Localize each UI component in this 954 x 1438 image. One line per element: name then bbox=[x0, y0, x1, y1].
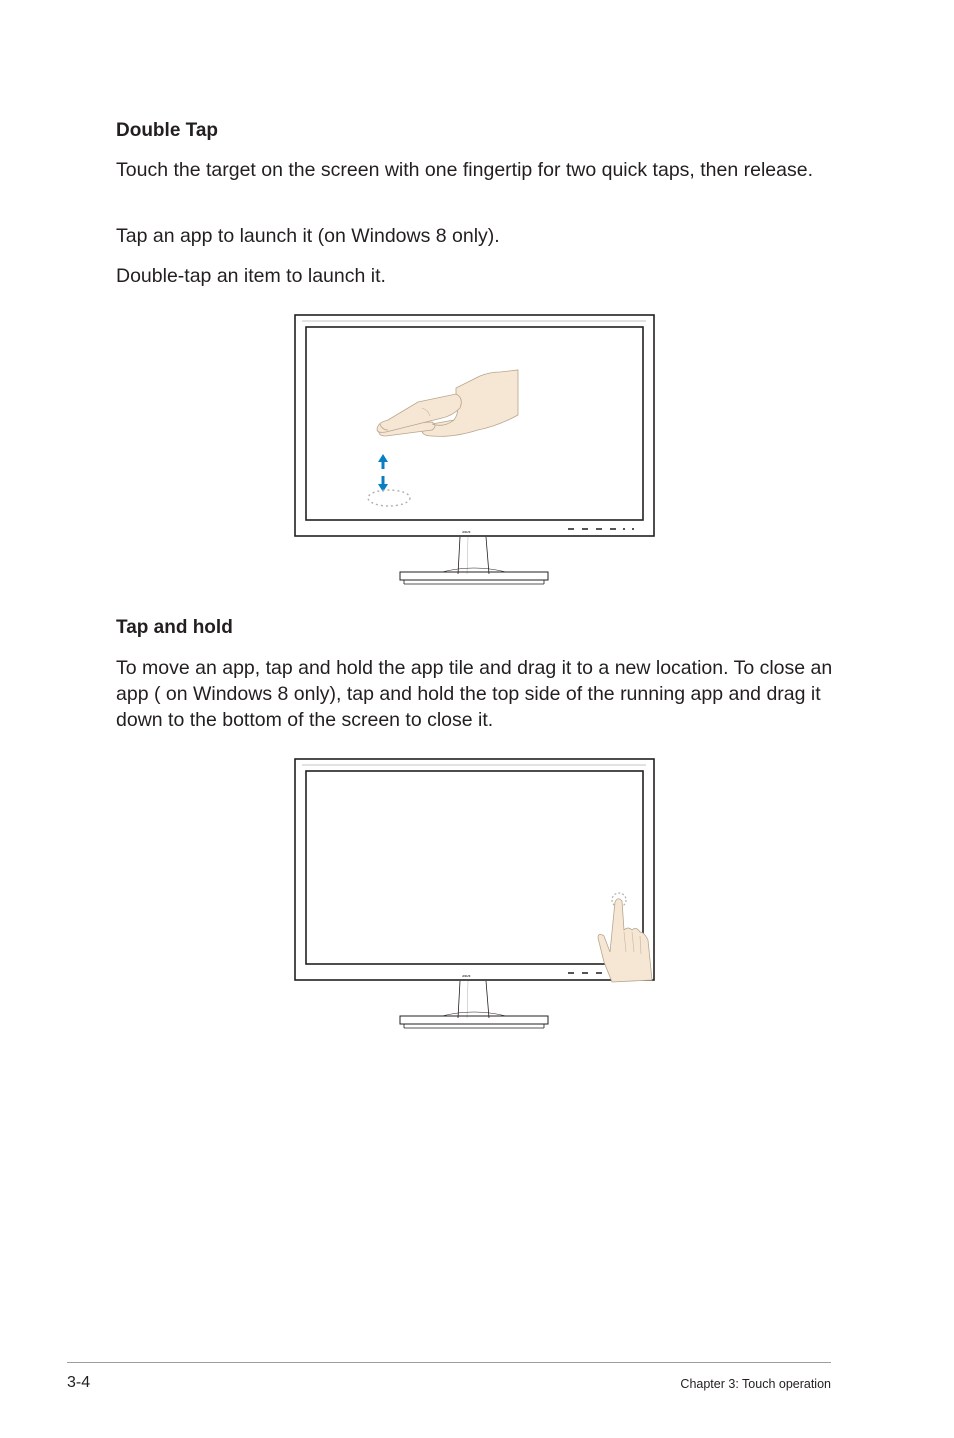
double-tap-illustration bbox=[292, 312, 658, 592]
pointing-hand-icon bbox=[598, 899, 652, 982]
footer-divider bbox=[67, 1362, 831, 1363]
paragraph-double-tap-item: Double-tap an item to launch it. bbox=[116, 265, 386, 287]
tap-target-icon bbox=[368, 490, 410, 506]
control-buttons bbox=[568, 528, 634, 530]
monitor-graphic bbox=[295, 315, 654, 584]
control-buttons bbox=[568, 972, 602, 974]
asus-logo: ASUS bbox=[462, 974, 471, 978]
asus-logo: ASUS bbox=[462, 530, 471, 534]
tap-and-hold-illustration bbox=[292, 756, 658, 1036]
paragraph-tap-and-hold-description: To move an app, tap and hold the app tile and drag it to a new location. To close an app ( on Windows 8 only), tap and hold the top side of the running app and drag it down to the bottom of the screen to close it. bbox=[116, 657, 833, 731]
tapping-hand-icon bbox=[377, 370, 518, 436]
monitor-graphic bbox=[295, 759, 654, 1028]
paragraph-tap-app: Tap an app to launch it (on Windows 8 only). bbox=[116, 225, 500, 247]
section-title-double-tap: Double Tap bbox=[116, 120, 219, 141]
page-number: 3-4 bbox=[67, 1374, 91, 1391]
section-title-tap-and-hold: Tap and hold bbox=[116, 617, 233, 638]
paragraph-double-tap-description: Touch the target on the screen with one fingertip for two quick taps, then release. bbox=[116, 159, 813, 181]
chapter-title: Chapter 3: Touch operation bbox=[680, 1377, 831, 1391]
double-arrow-icon bbox=[378, 454, 388, 492]
